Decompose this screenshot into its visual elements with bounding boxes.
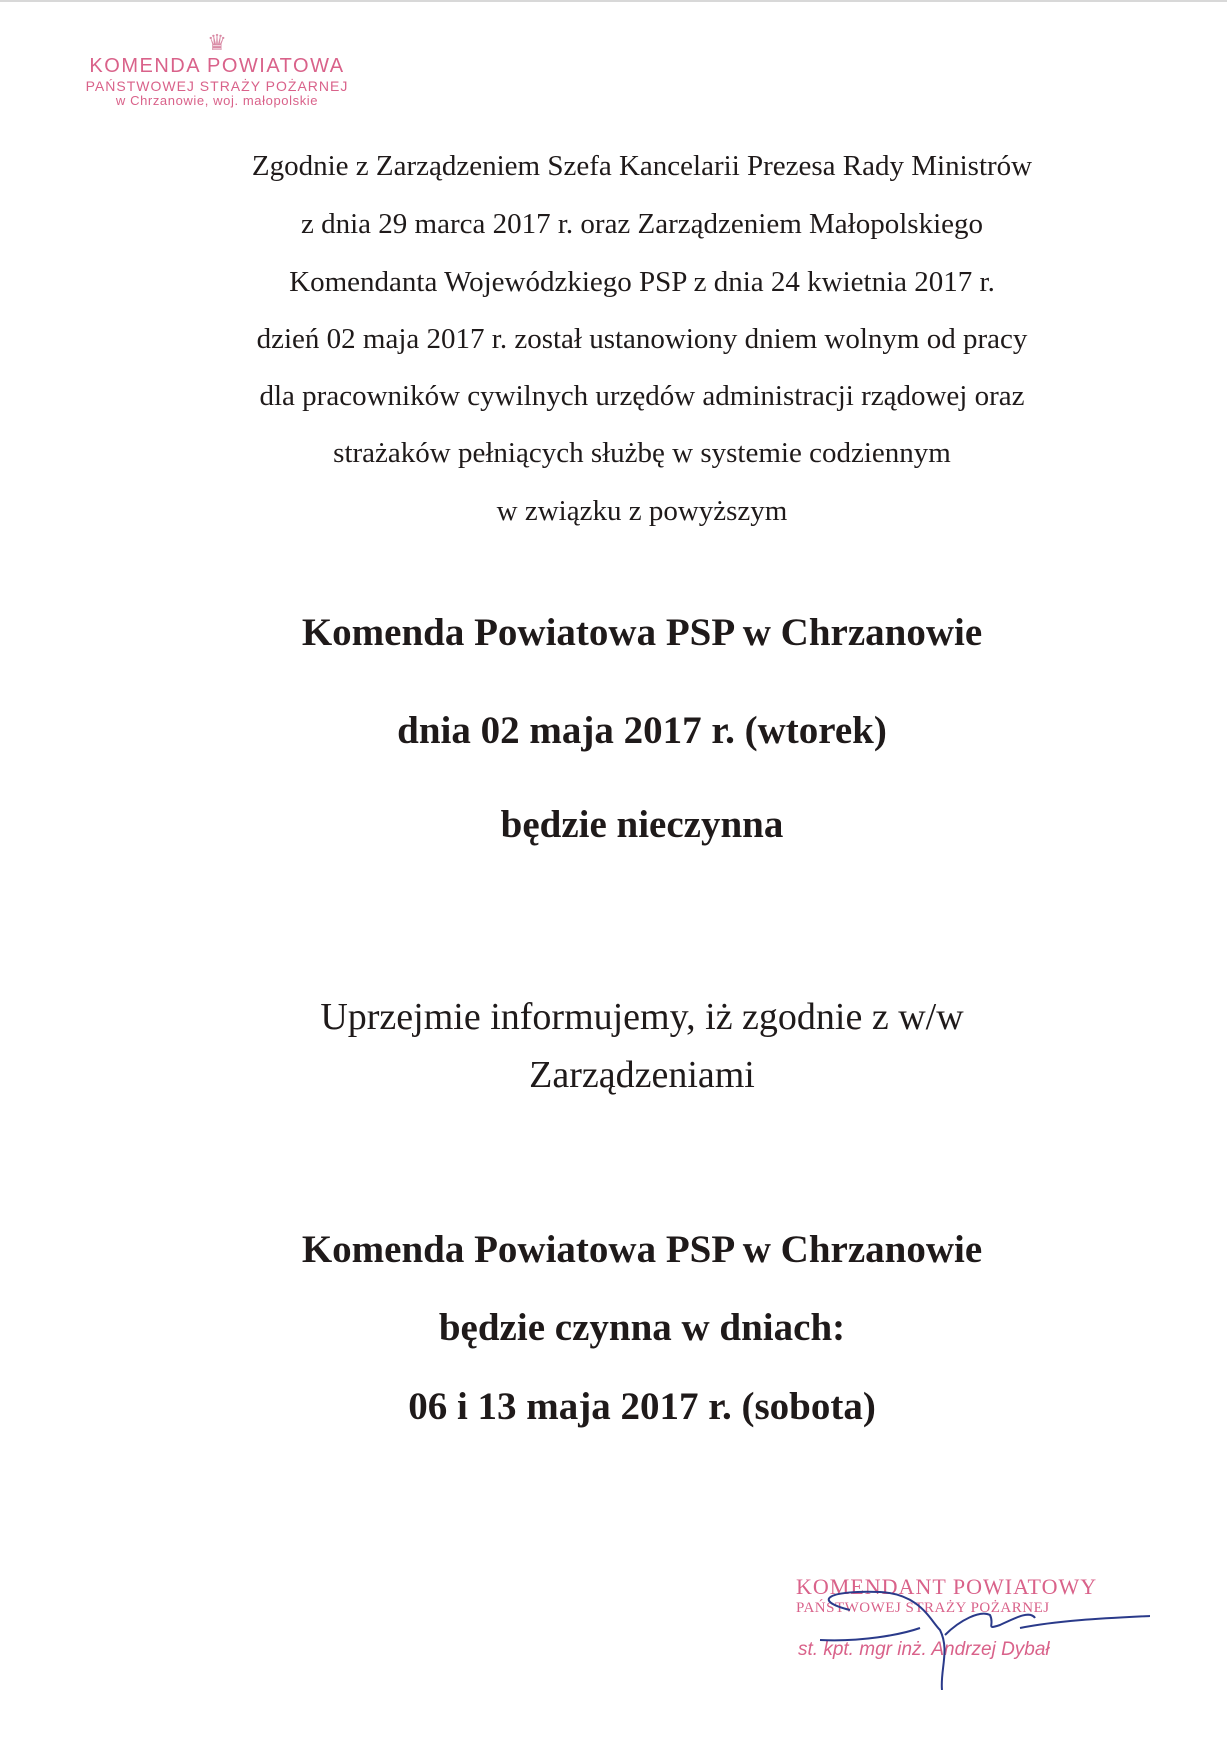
signatory-name: st. kpt. mgr inż. Andrzej Dybał [798,1639,1050,1660]
intro-line: w związku z powyższym [496,495,788,527]
intro-line: strażaków pełniących służbę w systemie codziennym [333,437,951,469]
scan-edge [0,0,1227,2]
eagle-emblem-icon: ♛ [207,30,227,55]
stamp-line-2: PAŃSTWOWEJ STRAŻY POŻARNEJ [85,78,349,95]
stamp-line-3: w Chrzanowie, woj. małopolskie [115,93,319,109]
handwritten-signature [790,1580,1150,1690]
closed-date: dnia 02 maja 2017 r. (wtorek) [397,709,887,752]
intro-line: dzień 02 maja 2017 r. został ustanowiony dniem wolnym od pracy [256,323,1028,355]
intro-line: dla pracowników cywilnych urzędów administracji rządowej oraz [259,380,1025,412]
info-line: Uprzejmie informujemy, iż zgodnie z w/w [320,996,964,1038]
open-status: będzie czynna w dniach: [438,1306,846,1349]
closed-status: będzie nieczynna [500,803,784,846]
signature-stamp-line-1: KOMENDANT POWIATOWY [796,1574,1098,1599]
closed-heading: Komenda Powiatowa PSP w Chrzanowie [301,611,983,654]
intro-line: Komendanta Wojewódzkiego PSP z dnia 24 kwietnia 2017 r. [289,266,995,298]
intro-line: Zgodnie z Zarządzeniem Szefa Kancelarii Prezesa Rady Ministrów [251,150,1033,182]
stamp-line-1: KOMENDA POWIATOWA [89,55,345,78]
open-dates: 06 i 13 maja 2017 r. (sobota) [408,1385,876,1428]
signature-stamp-line-2: PAŃSTWOWEJ STRAŻY POŻARNEJ [796,1600,1050,1616]
open-heading: Komenda Powiatowa PSP w Chrzanowie [301,1228,983,1271]
info-line: Zarządzeniami [529,1054,755,1096]
intro-line: z dnia 29 marca 2017 r. oraz Zarządzeniem Małopolskiego [300,208,984,240]
header-stamp [72,30,362,109]
